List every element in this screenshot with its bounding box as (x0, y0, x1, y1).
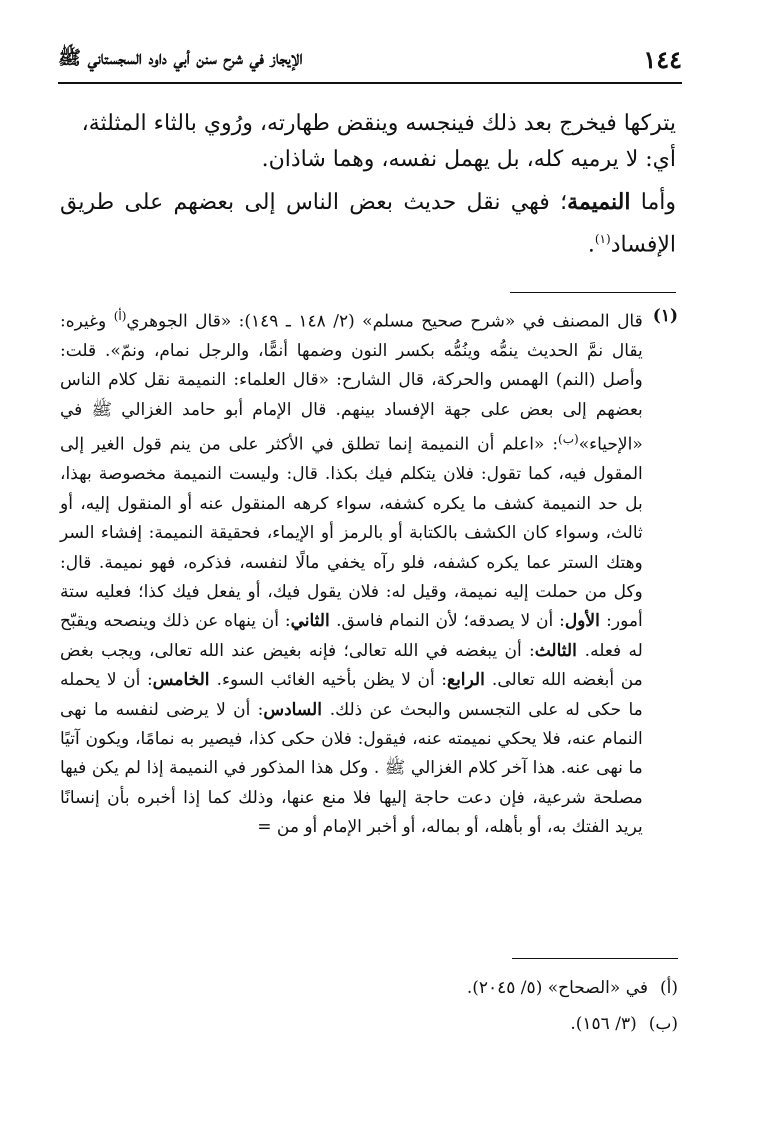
footnote-marker: (١) (652, 306, 678, 326)
subnote-b (60, 1006, 678, 1042)
running-title: الإيجاز في شرح سنن أبي داود السجستاني ﷺ (58, 47, 303, 69)
paragraph-1-line-2: أي: لا يرميه كله، بل يهمل نفسه، وهما شاذان. (261, 147, 676, 172)
paragraph-2 (60, 184, 676, 263)
footnote-seg-2: وغيره: يقال نمَّ الحديث ينمُّه وينُمُّه بكسر النون وضمها أنمًّا، والرجل نمام، ونمّ». قلت: وأصل (النم) الهمس والحركة، قال الشارح: «قال العلماء: النميمة نقل كلام الناس بعضهم إلى بعض على جهة الإفساد بينهم. قال الإمام أبو حامد الغزالي ﷺ في «الإحياء» (60, 311, 643, 455)
subnote-a (60, 970, 678, 1006)
footnote-seg-8: : أن لا يحمله ما حكى له على التجسس والبحث عن ذلك. (60, 670, 643, 720)
footnote-1 (60, 302, 678, 843)
subnote-marker: (أ) (660, 978, 678, 998)
footnote-seg-5: : أن ينهاه عن ذلك وينصحه ويقبّح له فعله. (60, 611, 643, 661)
paragraph-1-line-1: يتركها فيخرج بعد ذلك فينجسه وينقض طهارته، ورُوي بالثاء المثلثة، (81, 111, 676, 136)
page-number: ١٤٤ (643, 45, 682, 74)
footnote-seg-1: قال المصنف في «شرح صحيح مسلم» (٢/ ١٤٨ ـ ١٤٩): «قال الجوهري (126, 311, 643, 332)
paragraph-2-end: . (587, 232, 595, 258)
footnote-seg-3: : «اعلم أن النميمة إنما تطلق في الأكثر على من ينم قول الغير إلى المقول فيه، كما تقول: فلان يتكلم فيك بكذا. قال: وليست النميمة مخصوصة بهذا، بل حد النميمة كشف ما يكره كشفه، سواء كرهه المنقول عنه أو المنقول إليه، أو ثالث، وسواء كان الكشف بالكتابة أو بالرمز أو الإيماء، فحقيقة النميمة: إفشاء السر وهتك الستر عما يكره كشفه، فلو رآه يخفي مالًا لنفسه، فذكره، فهو نميمة. قال: وكل من حملت إليه نميمة، وقيل له: فلان يقول فيك، أو يفعل فيك كذا؛ فعليه ستة أمور: (60, 434, 643, 632)
page-header (58, 44, 682, 84)
point-label-4: الرابع (447, 670, 492, 691)
subnote-marker: (ب) (648, 1014, 678, 1034)
footnote-separator (510, 292, 676, 293)
point-label-6: السادس (263, 699, 330, 720)
footnote-text (60, 302, 643, 843)
footnote-seg-9: : أن لا يرضى لنفسه ما نهى النمام عنه، فلا يحكي نميمته عنه، فيقول: فلان حكى كذا، فيصير به نمامًا، ويكون آتيًا ما نهى عنه. هذا آخر كلام الغزالي ﷺ . وكل هذا المذكور في النميمة إذا لم يكن فيها مصلحة شرعية، فإن دعت حاجة إليها فلا منع عنها، وذلك كما إذا أخبره بأن إنسانًا يريد الفتك به، أو بأهله، أو بماله، أو أخبر الإمام أو من = (60, 699, 643, 838)
subnote-text: (٣/ ١٥٦). (570, 1014, 637, 1034)
subnote-separator (512, 958, 678, 959)
point-label-3: الثالث (534, 640, 585, 661)
footnote-seg-4: : أن لا يصدقه؛ لأن النمام فاسق. (336, 611, 565, 632)
point-label-2: الثاني (290, 611, 337, 632)
term-namima: النميمة (567, 189, 631, 215)
footnote-seg-6: : أن يبغضه في الله تعالى؛ فإنه بغيض عند الله تعالى، ويجب بغض من أبغضه الله تعالى. (60, 640, 643, 691)
main-text (60, 106, 676, 269)
subnote-text: في «الصحاح» (٥/ ٢٠٤٥). (466, 978, 648, 998)
point-label-1: الأول (564, 611, 607, 632)
subnote-ref-a: (أ) (113, 309, 127, 323)
subnote-ref-b: (ب) (558, 432, 579, 447)
paragraph-1 (60, 106, 676, 178)
footnote-seg-7: : أن لا يظن بأخيه الغائب السوء. (216, 670, 448, 691)
paragraph-2-rest: ؛ فهي نقل حديث بعض الناس إلى بعضهم على طريق الإفساد (60, 190, 676, 258)
footnote-ref-1: (١) (594, 232, 611, 246)
subnotes (60, 970, 678, 1042)
paragraph-2-intro: وأما (640, 190, 677, 215)
point-label-5: الخامس (152, 670, 217, 691)
